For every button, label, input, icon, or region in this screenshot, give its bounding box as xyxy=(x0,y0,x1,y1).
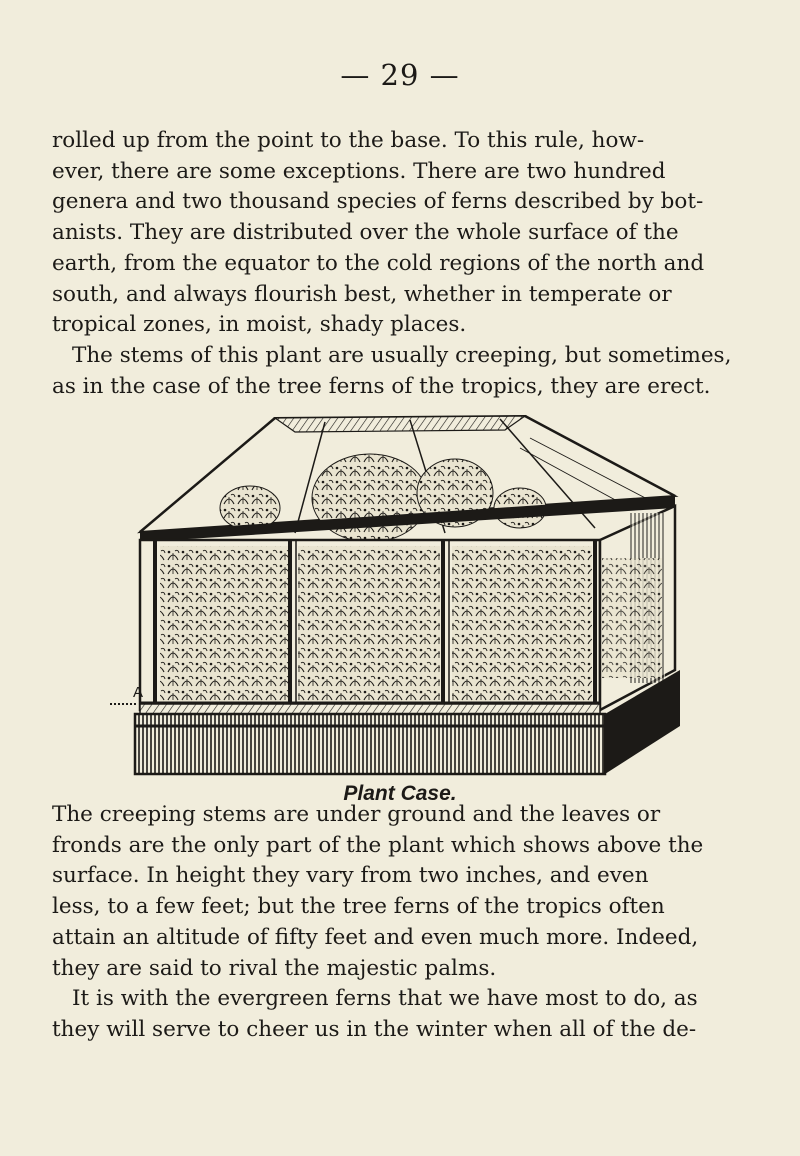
text-line: fronds are the only part of the plant which shows above the xyxy=(52,832,704,858)
text-line: ever, there are some exceptions. There are two hundred xyxy=(52,158,666,184)
text-line: earth, from the equator to the cold regions of the north and xyxy=(52,250,705,276)
text-line: anists. They are distributed over the whole surface of the xyxy=(52,220,679,246)
text-line: surface. In height they vary from two inches, and even xyxy=(52,863,649,889)
paragraph-1 xyxy=(52,126,732,402)
text-line: It is with the evergreen ferns that we have most to do, as xyxy=(72,986,698,1012)
text-line: they are said to rival the majestic palms. xyxy=(52,955,497,981)
text-line: tropical zones, in moist, shady places. xyxy=(52,312,467,338)
text-line: as in the case of the tree ferns of the tropics, they are erect. xyxy=(52,373,711,399)
text-line: genera and two thousand species of ferns described by bot- xyxy=(52,189,704,215)
plant-case-illustration xyxy=(110,408,690,783)
figure-caption: Plant Case. xyxy=(343,782,457,805)
paragraph-2 xyxy=(52,800,712,1046)
page-number: — 29 — xyxy=(340,58,460,92)
text-line: rolled up from the point to the base. To this rule, how- xyxy=(52,128,645,153)
figure-label-a: A xyxy=(133,684,144,701)
text-line: The creeping stems are under ground and the leaves or xyxy=(52,802,661,827)
text-line: The stems of this plant are usually creeping, but sometimes, xyxy=(72,342,732,368)
text-line: they will serve to cheer us in the winter when all of the de- xyxy=(52,1016,697,1042)
text-line: less, to a few feet; but the tree ferns of the tropics often xyxy=(52,894,665,920)
text-line: attain an altitude of fifty feet and even much more. Indeed, xyxy=(52,924,699,950)
plant-case-drawing xyxy=(110,408,690,783)
text-line: south, and always flourish best, whether in temperate or xyxy=(52,281,672,307)
